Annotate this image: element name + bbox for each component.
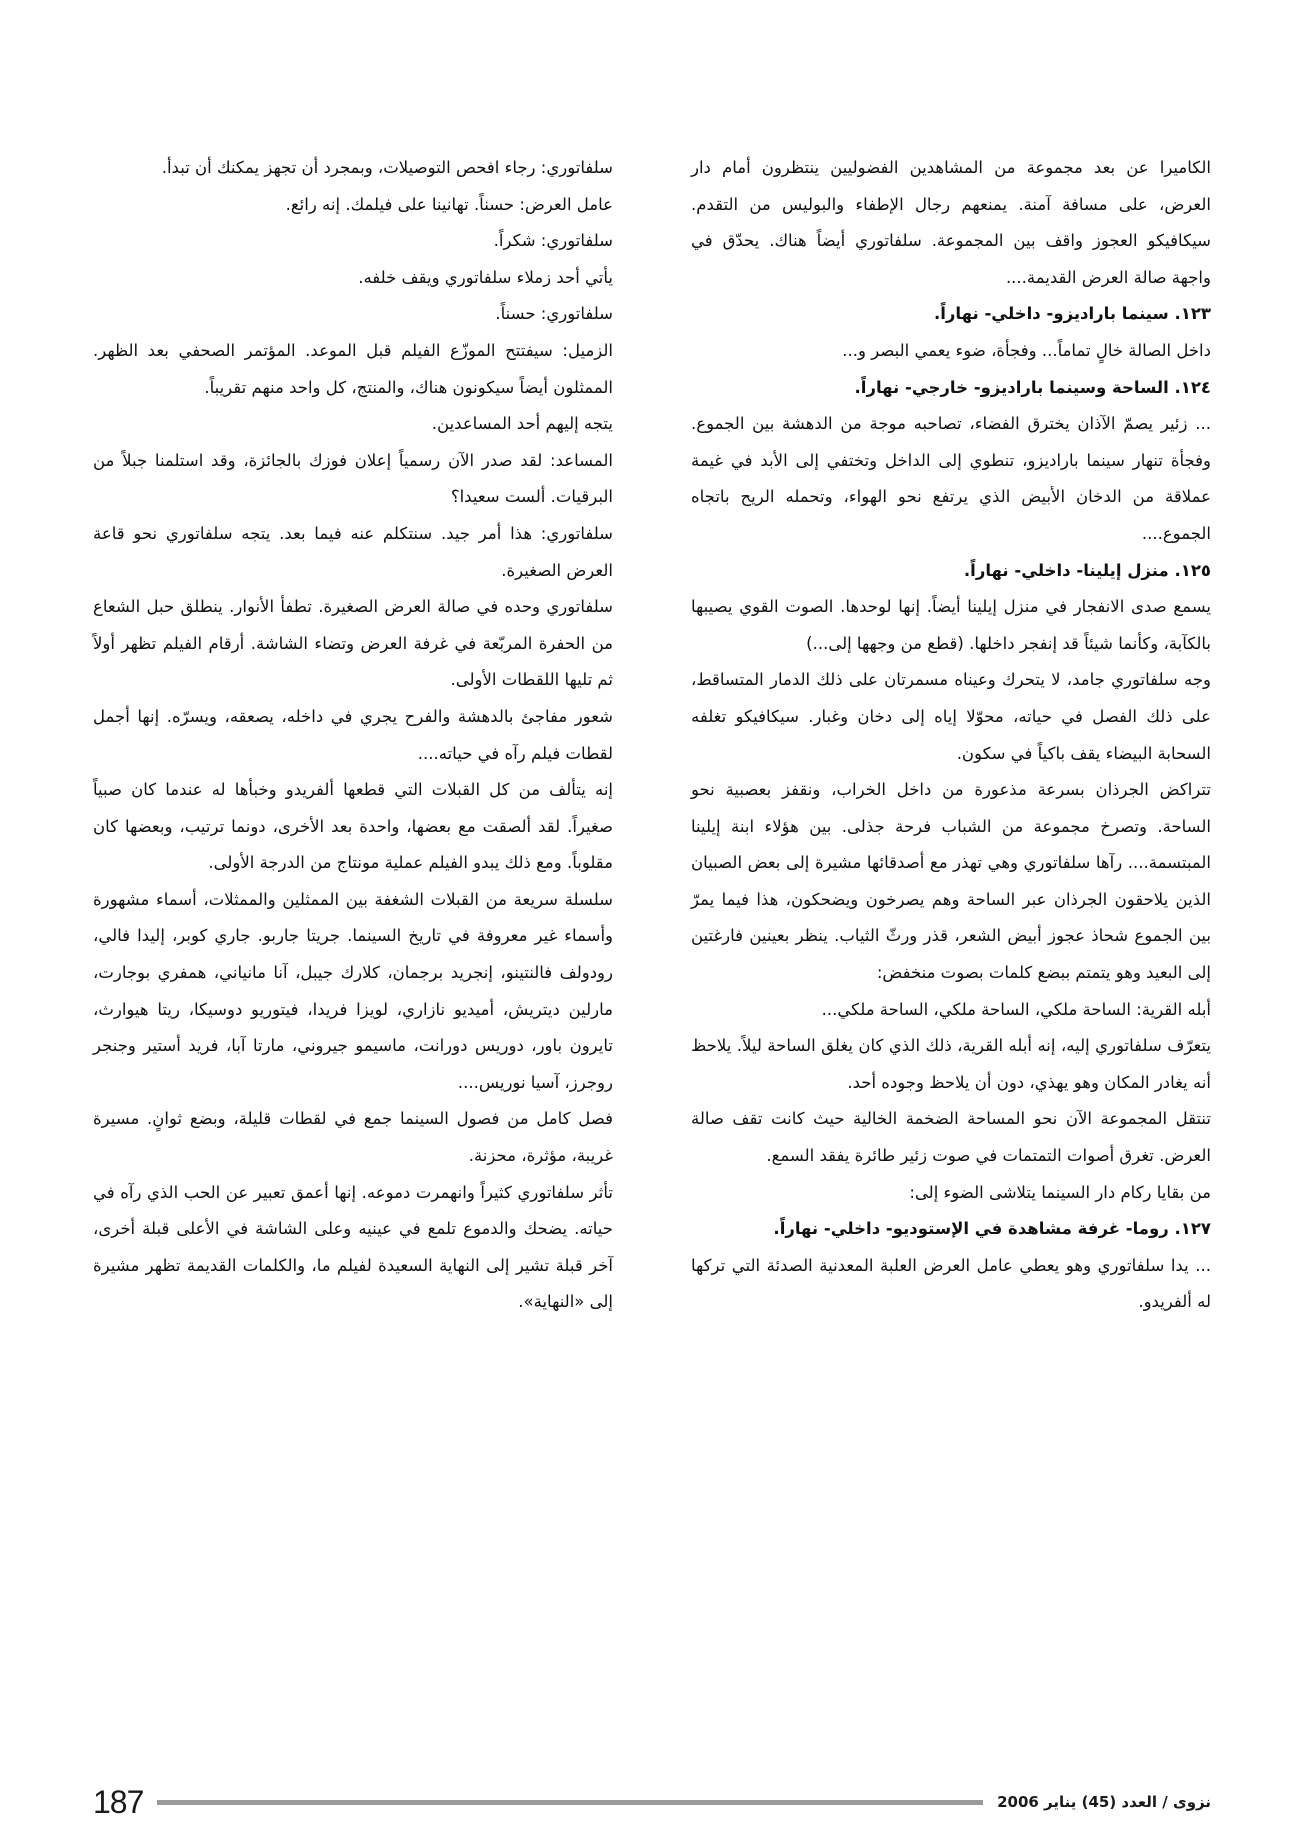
scene-heading: ١٢٤. الساحة وسينما باراديزو- خارجي- نهاراً.: [854, 377, 1211, 397]
scene-heading: ١٢٣. سينما باراديزو- داخلي- نهاراً.: [934, 304, 1211, 324]
issue-info: نزوى / العدد (45) يناير 2006: [997, 1793, 1211, 1811]
paragraph: تأثر سلفاتوري كثيراً وانهمرت دموعه. إنها أعمق تعبير عن الحب الذي رآه في حياته. يضحك والدموع تلمع في عينيه وعلى الشاشة في الأعلى قبلة أخرى، آخر قبلة تشير إلى النهاية السعيدة لفيلم ما، والكلمات القديمة تظهر مشيرة إلى «النهاية».: [93, 1182, 613, 1312]
paragraph: سلفاتوري: هذا أمر جيد. سنتكلم عنه فيما بعد. يتجه سلفاتوري نحو قاعة العرض الصغيرة.: [93, 523, 613, 580]
paragraph: يأتي أحد زملاء سلفاتوري ويقف خلفه.: [358, 267, 613, 287]
footer-rule: [157, 1800, 983, 1805]
paragraph: سلفاتوري: رجاء افحص التوصيلات، وبمجرد أن تجهز يمكنك أن تبدأ.: [161, 158, 613, 177]
page-footer: [93, 1782, 1211, 1822]
paragraph: ... يدا سلفاتوري وهو يعطي عامل العرض العلبة المعدنية الصدئة التي تركها له ألفريدو.: [691, 1255, 1211, 1312]
paragraph: فصل كامل من فصول السينما جمع في لقطات قليلة، وبضع ثوانٍ. مسيرة غريبة، مؤثرة، محزنة.: [93, 1109, 613, 1166]
paragraph: يتعرّف سلفاتوري إليه، إنه أبله القرية، ذلك الذي كان يغلق الساحة ليلاً. يلاحظ أنه يغادر المكان وهو يهذي، دون أن يلاحظ وجوده أحد.: [691, 1036, 1211, 1092]
paragraph: الزميل: سيفتتح الموزّع الفيلم قبل الموعد. المؤتمر الصحفي بعد الظهر. الممثلون أيضاً سيكونون هناك، والمنتج، كل واحد منهم تقريباً.: [93, 340, 613, 397]
paragraph: وجه سلفاتوري جامد، لا يتحرك وعيناه مسمرتان على ذلك الدمار المتساقط، على ذلك الفصل في حياته، محوّلا إياه إلى دخان وغبار. سيكافيكو تغلفه السحابة البيضاء يقف باكياً في سكون.: [691, 670, 1211, 763]
paragraph: المساعد: لقد صدر الآن رسمياً إعلان فوزك بالجائزة، وقد استلمنا جبلاً من البرقيات. ألست سعيدا؟: [93, 450, 613, 507]
scene-heading: ١٢٧. روما- غرفة مشاهدة في الإستوديو- داخلي- نهاراً.: [773, 1219, 1211, 1239]
paragraph: سلفاتوري: حسناً.: [495, 304, 613, 324]
paragraph: سلسلة سريعة من القبلات الشغفة بين الممثلين والممثلات، أسماء مشهورة وأسماء غير معروفة في تاريخ السينما. جريتا جاربو. جاري كوبر، إليدا فالي، رودولف فالنتينو، إنجريد برجمان، كلارك جيبل، آنا مانياني، همفري بوجارت، مارلين ديتريش، أميديو نازاري، لويزا فريدا، فيتوريو دوسيكا، ريتا هيوارث، تايرون باور، دوريس دورانت، ماسيمو جيروني، مارتا آبا، فريد أستير وجنجر روجرز، آسيا نوريس....: [93, 889, 613, 1092]
page-number: 187: [93, 1783, 144, 1820]
paragraph: يسمع صدى الانفجار في منزل إيلينا أيضاً. إنها لوحدها. الصوت القوي يصيبها بالكآبة، وكأنما شيئاً قد إنفجر داخلها. (قطع من وجهها إلى...): [691, 597, 1211, 653]
paragraph: من بقايا ركام دار السينما يتلاشى الضوء إلى:: [909, 1182, 1211, 1202]
paragraph: تتراكض الجرذان بسرعة مذعورة من داخل الخراب، ونقفز بعصبية نحو الساحة. وتصرخ مجموعة من الشباب فرحة جذلى. بين هؤلاء ابنة إيلينا المبتسمة.... رآها سلفاتوري وهي تهذر مع أصدقائها مشيرة إلى بعض الصبيان الذين يلاحقون الجرذان عبر الساحة وهم يصرخون ويضحكون، هذا فيما يمرّ بين الجموع شحاذ عجوز أبيض الشعر، قذر ورثّ الثياب. ينظر بعينين فارغتين إلى البعيد وهو يتمتم ببضع كلمات بصوت منخفض:: [691, 780, 1211, 983]
paragraph: الكاميرا عن بعد مجموعة من المشاهدين الفضوليين ينتظرون أمام دار العرض، على مسافة آمنة. يمنعهم رجال الإطفاء والبوليس من التقدم. سيكافيكو العجوز واقف بين المجموعة. سلفاتوري أيضاً هناك. يحدّق في واجهة صالة العرض القديمة....: [691, 158, 1211, 287]
paragraph: يتجه إليهم أحد المساعدين.: [431, 414, 613, 434]
paragraph: سلفاتوري: شكراً.: [493, 231, 613, 251]
paragraph: عامل العرض: حسناً. تهانينا على فيلمك. إنه رائع.: [285, 194, 613, 214]
paragraph: تنتقل المجموعة الآن نحو المساحة الضخمة الخالية حيث كانت تقف صالة العرض. تغرق أصوات التمتمات في صوت زئير طائرة يفقد السمع.: [691, 1109, 1211, 1166]
paragraph: إنه يتألف من كل القبلات التي قطعها ألفريدو وخبأها له عندما كان صبياً صغيراً. لقد ألصقت مع بعضها، واحدة بعد الأخرى، دونما ترتيب، وبعضها كان مقلوباً. ومع ذلك يبدو الفيلم عملية مونتاج من الدرجة الأولى.: [93, 780, 613, 873]
paragraph: ... زئير يصمّ الآذان يخترق الفضاء، تصاحبه موجة من الدهشة بين الجموع. وفجأة تنهار سينما باراديزو، تنطوي إلى الداخل وتختفي إلى الأبد في غيمة عملاقة من الدخان الأبيض الذي يرتفع نحو الهواء، وتحمله الريح باتجاه الجموع....: [691, 414, 1211, 543]
right-column: [691, 150, 1211, 1321]
paragraph: شعور مفاجئ بالدهشة والفرح يجري في داخله، يصعقه، ويسرّه. إنها أجمل لقطات فيلم رآه في حياته....: [93, 706, 613, 763]
paragraph: داخل الصالة خالٍ تماماً... وفجأة، ضوء يعمي البصر و...: [842, 340, 1211, 360]
left-column: [93, 150, 613, 1321]
paragraph: سلفاتوري وحده في صالة العرض الصغيرة. تطفأ الأنوار. ينطلق حبل الشعاع من الحفرة المربّعة في غرفة العرض وتضاء الشاشة. أرقام الفيلم تظهر أولاً ثم تليها اللقطات الأولى.: [93, 597, 613, 690]
scene-heading: ١٢٥. منزل إيلينا- داخلي- نهاراً.: [963, 560, 1211, 580]
paragraph: أبله القرية: الساحة ملكي، الساحة ملكي، الساحة ملكي...: [821, 999, 1211, 1019]
